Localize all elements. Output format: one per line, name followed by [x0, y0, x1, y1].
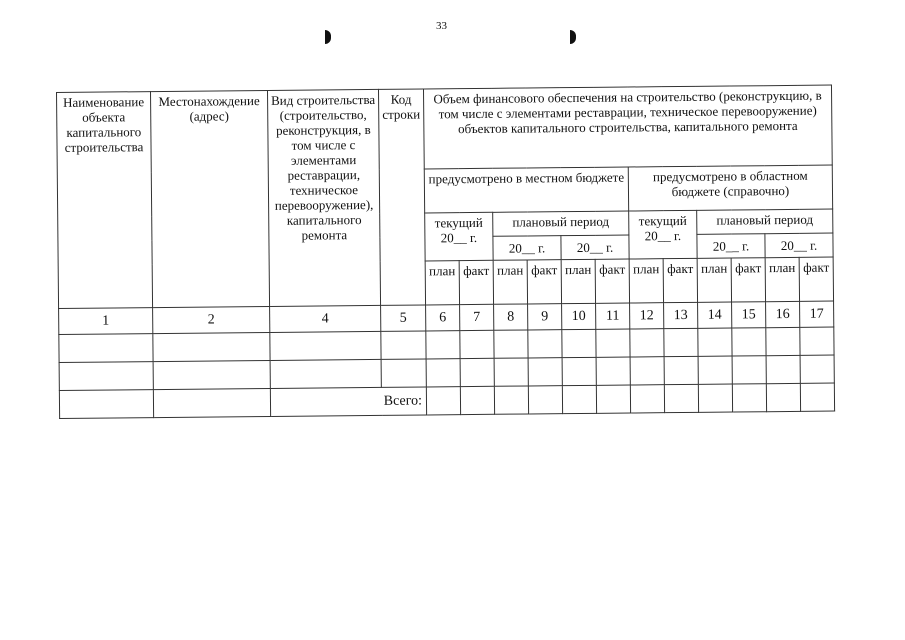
page-number: 33: [436, 20, 447, 32]
header-plan: план: [493, 260, 527, 304]
header-fact: факт: [595, 259, 629, 303]
header-plan: план: [425, 261, 459, 305]
header-row-code: Код строки: [378, 89, 425, 305]
column-number: 14: [698, 302, 732, 328]
header-construction-type: Вид строительства (строительство, реконструкция, в том числе с элементами реставрации, техническое перевооружение), капитального ремонта: [267, 89, 380, 306]
column-number: 7: [460, 304, 494, 330]
header-fact: факт: [799, 257, 833, 301]
header-fact: факт: [527, 260, 561, 304]
column-number: 5: [381, 305, 426, 331]
column-number: 10: [562, 303, 596, 329]
column-number: 15: [732, 302, 766, 328]
finance-table-wrapper: [56, 85, 835, 419]
column-number: 4: [270, 305, 381, 332]
header-local-year-2: 20__ г.: [561, 235, 629, 260]
column-number: 1: [59, 308, 153, 335]
header-fact: факт: [663, 258, 697, 302]
bracket-mark-right: [570, 30, 576, 44]
column-number: 16: [766, 301, 800, 327]
header-regional-year-1: 20__ г.: [697, 234, 765, 259]
column-number: 2: [153, 306, 270, 333]
header-local-year-1: 20__ г.: [493, 236, 561, 261]
header-regional-planned-period: плановый период: [697, 209, 833, 234]
header-local-current-year: текущий 20__ г.: [425, 212, 493, 261]
total-label: Всего:: [270, 387, 426, 416]
header-plan: план: [765, 257, 799, 301]
header-financing-volume: Объем финансового обеспечения на строительство (реконструкцию, в том числе с элементами реставрации, техническое перевооружение) объектов капитального строительства, капитального ремонта: [423, 85, 832, 169]
header-plan: план: [697, 258, 731, 302]
header-location: Местонахождение (адрес): [151, 90, 270, 307]
header-local-planned-period: плановый период: [493, 211, 629, 236]
header-regional-year-2: 20__ г.: [765, 233, 833, 258]
bracket-mark-left: [325, 30, 331, 44]
header-regional-current-year: текущий 20__ г.: [629, 210, 697, 259]
column-number: 12: [630, 303, 664, 329]
header-plan: план: [561, 259, 595, 303]
column-number: 6: [426, 305, 460, 331]
finance-table: [56, 85, 835, 419]
header-plan: план: [629, 259, 663, 303]
column-number: 13: [664, 302, 698, 328]
header-object-name: Наименование объекта капитального строительства: [57, 92, 153, 309]
column-number: 17: [800, 301, 834, 327]
column-number: 8: [494, 304, 528, 330]
column-number: 9: [528, 304, 562, 330]
header-fact: факт: [731, 258, 765, 302]
header-local-budget: предусмотрено в местном бюджете: [424, 167, 628, 213]
header-regional-budget: предусмотрено в областном бюджете (справочно): [628, 165, 832, 211]
column-number: 11: [596, 303, 630, 329]
header-fact: факт: [459, 260, 493, 304]
